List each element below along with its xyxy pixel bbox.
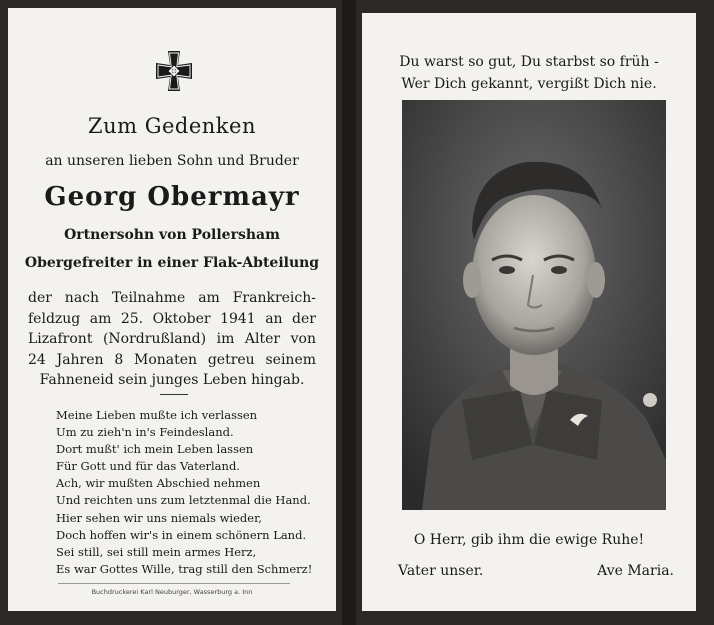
printer-credit: Buchdruckerei Karl Neuburger, Wasserburg a. Inn bbox=[91, 588, 253, 596]
iron-cross-icon bbox=[151, 48, 197, 94]
paragraph-line: Lizafront (Nordrußland) im Alter von bbox=[28, 331, 316, 347]
paragraph-line: feldzug am 25. Oktober 1941 an der bbox=[28, 310, 316, 327]
deceased-name: Georg Obermayr bbox=[44, 182, 300, 212]
poem-line: Es war Gottes Wille, trag still den Schmerz! bbox=[56, 561, 313, 576]
poem-line: Ach, wir mußten Abschied nehmen bbox=[56, 476, 261, 491]
prayer-line: O Herr, gib ihm die ewige Ruhe! bbox=[413, 532, 645, 548]
cross-year: 1939 bbox=[182, 84, 193, 89]
separator-rule bbox=[160, 394, 188, 395]
poem-line: Sei still, sei still mein armes Herz, bbox=[56, 544, 257, 559]
intro-line: an unseren lieben Sohn und Bruder bbox=[45, 153, 299, 169]
poem-line: Meine Lieben mußte ich verlassen bbox=[56, 408, 258, 422]
poem-line: Hier sehen wir uns niemals wieder, bbox=[56, 510, 262, 525]
poem-line: Um zu zieh'n in's Feindesland. bbox=[56, 425, 234, 440]
left-panel bbox=[8, 8, 336, 611]
paragraph-line: 24 Jahren 8 Monaten getreu seinem bbox=[28, 351, 316, 368]
card-fold bbox=[342, 0, 356, 625]
memorial-heading: Zum Gedenken bbox=[88, 114, 256, 138]
epitaph-verse bbox=[362, 51, 696, 95]
poem-line: Für Gott und für das Vaterland. bbox=[56, 459, 240, 474]
portrait-photo bbox=[402, 100, 666, 510]
portrait-image bbox=[402, 100, 666, 510]
paragraph-line: der nach Teilnahme am Frankreich- bbox=[28, 290, 316, 306]
biography-paragraph bbox=[28, 288, 316, 391]
poem-line: Doch hoffen wir's in einem schönern Land. bbox=[56, 527, 307, 542]
poem-line: Und reichten uns zum letztenmal die Hand. bbox=[56, 493, 311, 508]
paragraph-line: Fahneneid sein junges Leben hingab. bbox=[39, 372, 305, 388]
right-panel bbox=[362, 13, 696, 611]
poem-line: Dort mußt' ich mein Leben lassen bbox=[56, 442, 254, 457]
rank-line: Obergefreiter in einer Flak-Abteilung bbox=[24, 255, 320, 271]
footer-right-prayer: Ave Maria. bbox=[597, 563, 674, 579]
verse-line: Wer Dich gekannt, vergißt Dich nie. bbox=[401, 76, 657, 92]
footer-rule bbox=[58, 583, 290, 584]
origin-line: Ortnersohn von Pollersham bbox=[64, 227, 280, 243]
verse-line: Du warst so gut, Du starbst so früh - bbox=[399, 54, 659, 70]
footer-left-prayer: Vater unser. bbox=[398, 563, 484, 579]
memorial-poem bbox=[56, 407, 328, 578]
